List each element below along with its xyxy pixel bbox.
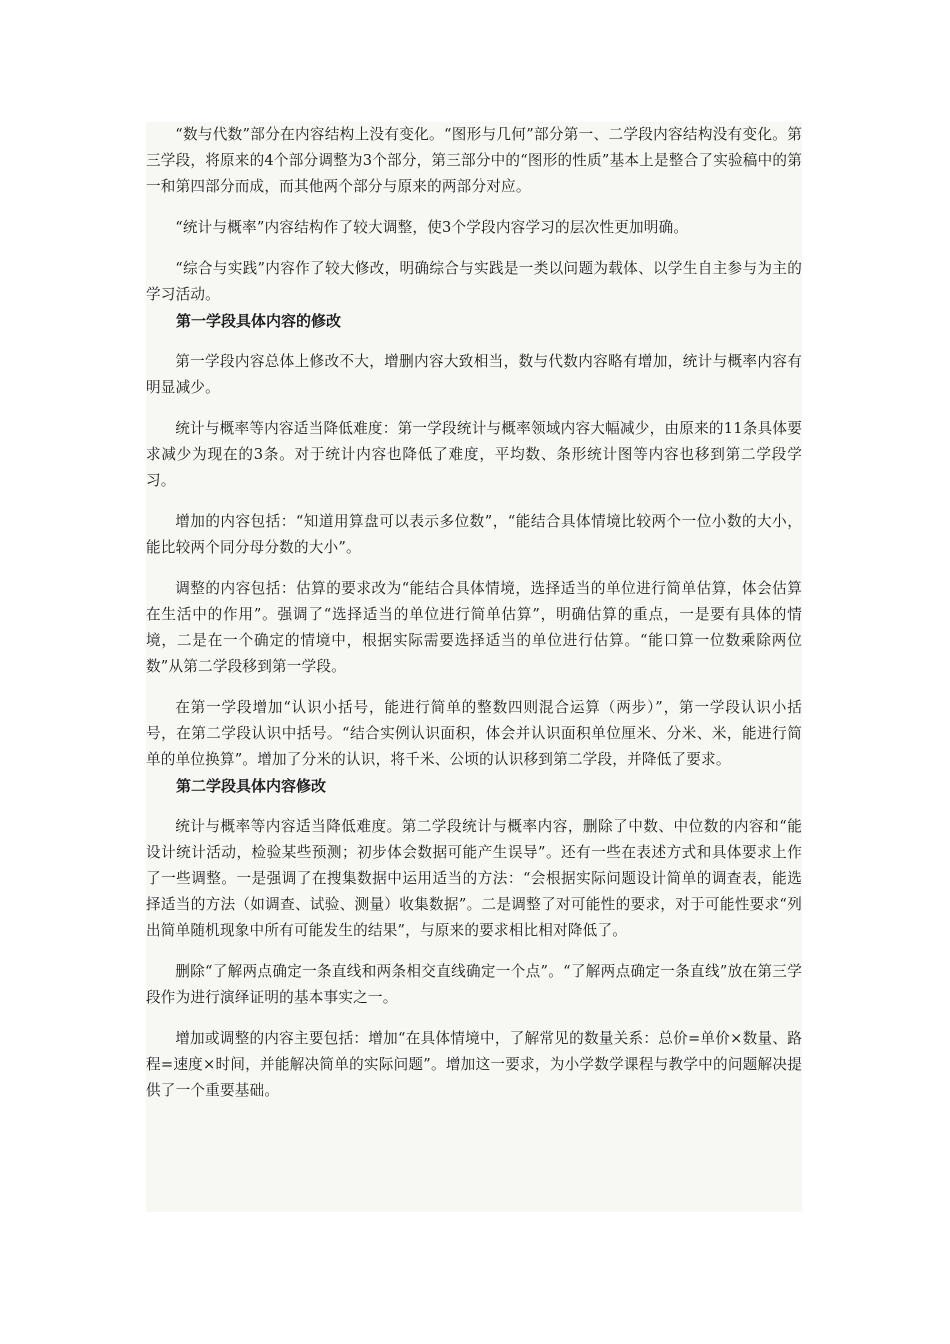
paragraph-stage-one-statistics: 统计与概率等内容适当降低难度：第一学段统计与概率领域内容大幅减少，由原来的11条具体要求减少为现在的3条。对于统计内容也降低了难度，平均数、条形统计图等内容也移到第二学段学习。 <box>146 420 802 489</box>
section-heading-stage-two: 第二学段具体内容修改 <box>176 777 327 795</box>
paragraph-stage-one-brackets-area: 在第一学段增加“认识小括号，能进行简单的整数四则混合运算（两步）”，第一学段认识小括号，在第二学段认识中括号。“结合实例认识面积，体会并认识面积单位厘米、分米、米，能进行简单的单位换算”。增加了分米的认识，将千米、公顷的认识移到第二学段，并降低了要求。 <box>146 699 802 768</box>
paragraph-statistics-structure: “统计与概率”内容结构作了较大调整，使3个学段内容学习的层次性更加明确。 <box>175 219 689 236</box>
paragraph-stage-two-statistics: 统计与概率等内容适当降低难度。第二学段统计与概率内容，删除了中数、中位数的内容和“能设计统计活动，检验某些预测；初步体会数据可能产生误导”。还有一些在表述方式和具体要求上作了一些调整。一是强调了在搜集数据中运用适当的方法：“会根据实际问题设计简单的调查表，能选择适当的方法（如调查、试验、测量）收集数据”。二是调整了对可能性的要求，对于可能性要求“列出简单随机现象中所有可能发生的结果”，与原来的要求相比相对降低了。 <box>146 818 802 939</box>
paragraph-stage-two-deleted: 删除“了解两点确定一条直线和两条相交直线确定一个点”。“了解两点确定一条直线”放在第三学段作为进行演绎证明的基本事实之一。 <box>146 963 802 1006</box>
section-heading-stage-one: 第一学段具体内容的修改 <box>176 312 342 330</box>
paragraph-stage-one-added: 增加的内容包括：“知道用算盘可以表示多位数”，“能结合具体情境比较两个一位小数的大小，能比较两个同分母分数的大小”。 <box>146 513 802 556</box>
paragraph-practice-structure: “综合与实践”内容作了较大修改，明确综合与实践是一类以问题为载体、以学生自主参与为主的学习活动。 <box>146 260 802 303</box>
paragraph-stage-two-added: 增加或调整的内容主要包括：增加“在具体情境中，了解常见的数量关系：总价=单价×数量、路程=速度×时间，并能解决简单的实际问题”。增加这一要求，为小学数学课程与教学中的问题解决提供了一个重要基础。 <box>146 1030 802 1099</box>
document-body <box>146 122 802 1212</box>
paragraph-structure-numbers-geometry: “数与代数”部分在内容结构上没有变化。“图形与几何”部分第一、二学段内容结构没有变化。第三学段，将原来的4个部分调整为3个部分，第三部分中的“图形的性质”基本上是整合了实验稿中的第一和第四部分而成，而其他两个部分与原来的两部分对应。 <box>146 126 802 195</box>
paragraph-stage-one-adjusted: 调整的内容包括：估算的要求改为“能结合具体情境，选择适当的单位进行简单估算，体会估算在生活中的作用”。强调了“选择适当的单位进行简单估算”，明确估算的重点，一是要有具体的情境，二是在一个确定的情境中，根据实际需要选择适当的单位进行估算。“能口算一位数乘除两位数”从第二学段移到第一学段。 <box>146 580 802 675</box>
paragraph-stage-one-overview: 第一学段内容总体上修改不大，增删内容大致相当，数与代数内容略有增加，统计与概率内容有明显减少。 <box>146 353 802 396</box>
